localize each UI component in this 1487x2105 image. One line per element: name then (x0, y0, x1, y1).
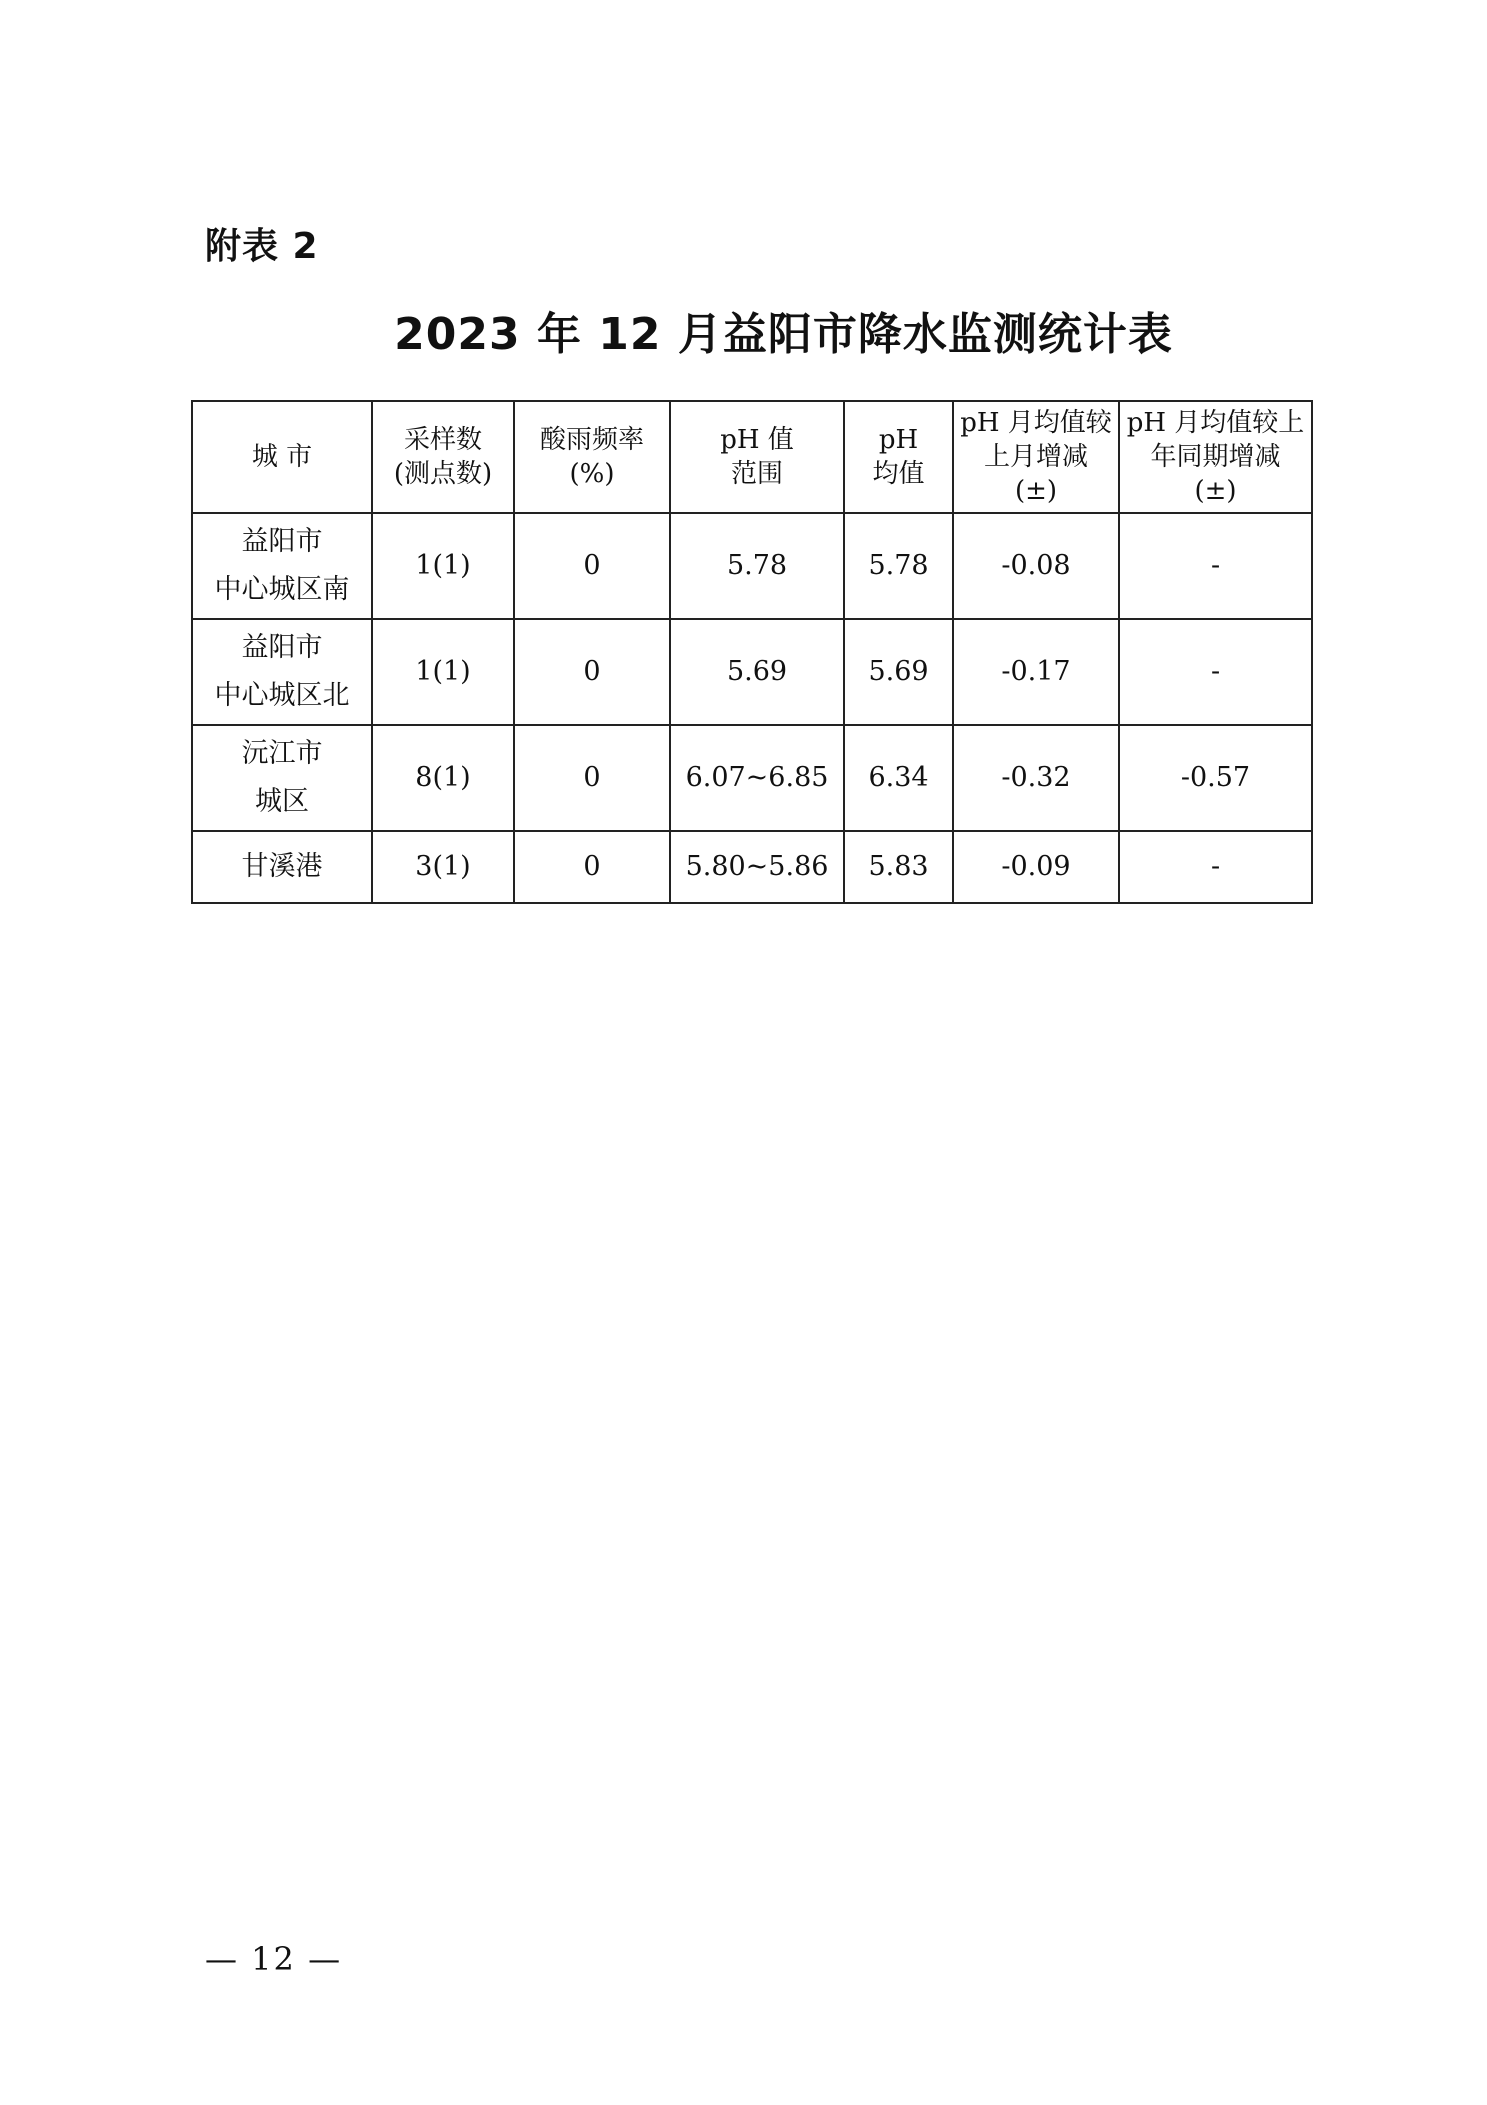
cell-acid-rain-frequency: 0 (514, 619, 670, 725)
header-samples: 采样数 (测点数) (372, 401, 514, 513)
header-ph-mean: pH 均值 (844, 401, 953, 513)
table-row (192, 725, 1312, 831)
cell-change-vs-last-year: -0.57 (1119, 725, 1312, 831)
table-row (192, 619, 1312, 725)
header-city: 城 市 (192, 401, 372, 513)
cell-city: 沅江市 城区 (192, 725, 372, 831)
cell-acid-rain-frequency: 0 (514, 725, 670, 831)
cell-change-vs-last-year: - (1119, 619, 1312, 725)
cell-ph-mean: 5.78 (844, 513, 953, 619)
annex-label: 附表 2 (205, 226, 319, 267)
cell-ph-range: 5.78 (670, 513, 844, 619)
cell-samples: 3(1) (372, 831, 514, 903)
cell-ph-range: 5.69 (670, 619, 844, 725)
table-row (192, 831, 1312, 903)
cell-change-vs-last-month: -0.09 (953, 831, 1119, 903)
cell-change-vs-last-year: - (1119, 831, 1312, 903)
header-change-vs-last-month: pH 月均值较 上月增减 (±) (953, 401, 1119, 513)
cell-acid-rain-frequency: 0 (514, 831, 670, 903)
cell-ph-mean: 6.34 (844, 725, 953, 831)
cell-ph-mean: 5.83 (844, 831, 953, 903)
cell-city: 益阳市 中心城区北 (192, 619, 372, 725)
cell-ph-mean: 5.69 (844, 619, 953, 725)
header-change-vs-last-year: pH 月均值较上 年同期增减 (±) (1119, 401, 1312, 513)
cell-city: 益阳市 中心城区南 (192, 513, 372, 619)
header-ph-range: pH 值 范围 (670, 401, 844, 513)
cell-city: 甘溪港 (192, 831, 372, 903)
cell-ph-range: 5.80~5.86 (670, 831, 844, 903)
cell-change-vs-last-year: - (1119, 513, 1312, 619)
table-header-row (192, 401, 1312, 513)
cell-ph-range: 6.07~6.85 (670, 725, 844, 831)
cell-acid-rain-frequency: 0 (514, 513, 670, 619)
cell-samples: 1(1) (372, 513, 514, 619)
cell-samples: 8(1) (372, 725, 514, 831)
header-acid-rain-frequency: 酸雨频率 (%) (514, 401, 670, 513)
page-title: 2023 年 12 月益阳市降水监测统计表 (394, 309, 1173, 360)
cell-change-vs-last-month: -0.17 (953, 619, 1119, 725)
cell-change-vs-last-month: -0.08 (953, 513, 1119, 619)
cell-change-vs-last-month: -0.32 (953, 725, 1119, 831)
precipitation-stats-table (191, 400, 1313, 904)
cell-samples: 1(1) (372, 619, 514, 725)
page-number: — 12 — (205, 1940, 343, 1978)
table-row (192, 513, 1312, 619)
